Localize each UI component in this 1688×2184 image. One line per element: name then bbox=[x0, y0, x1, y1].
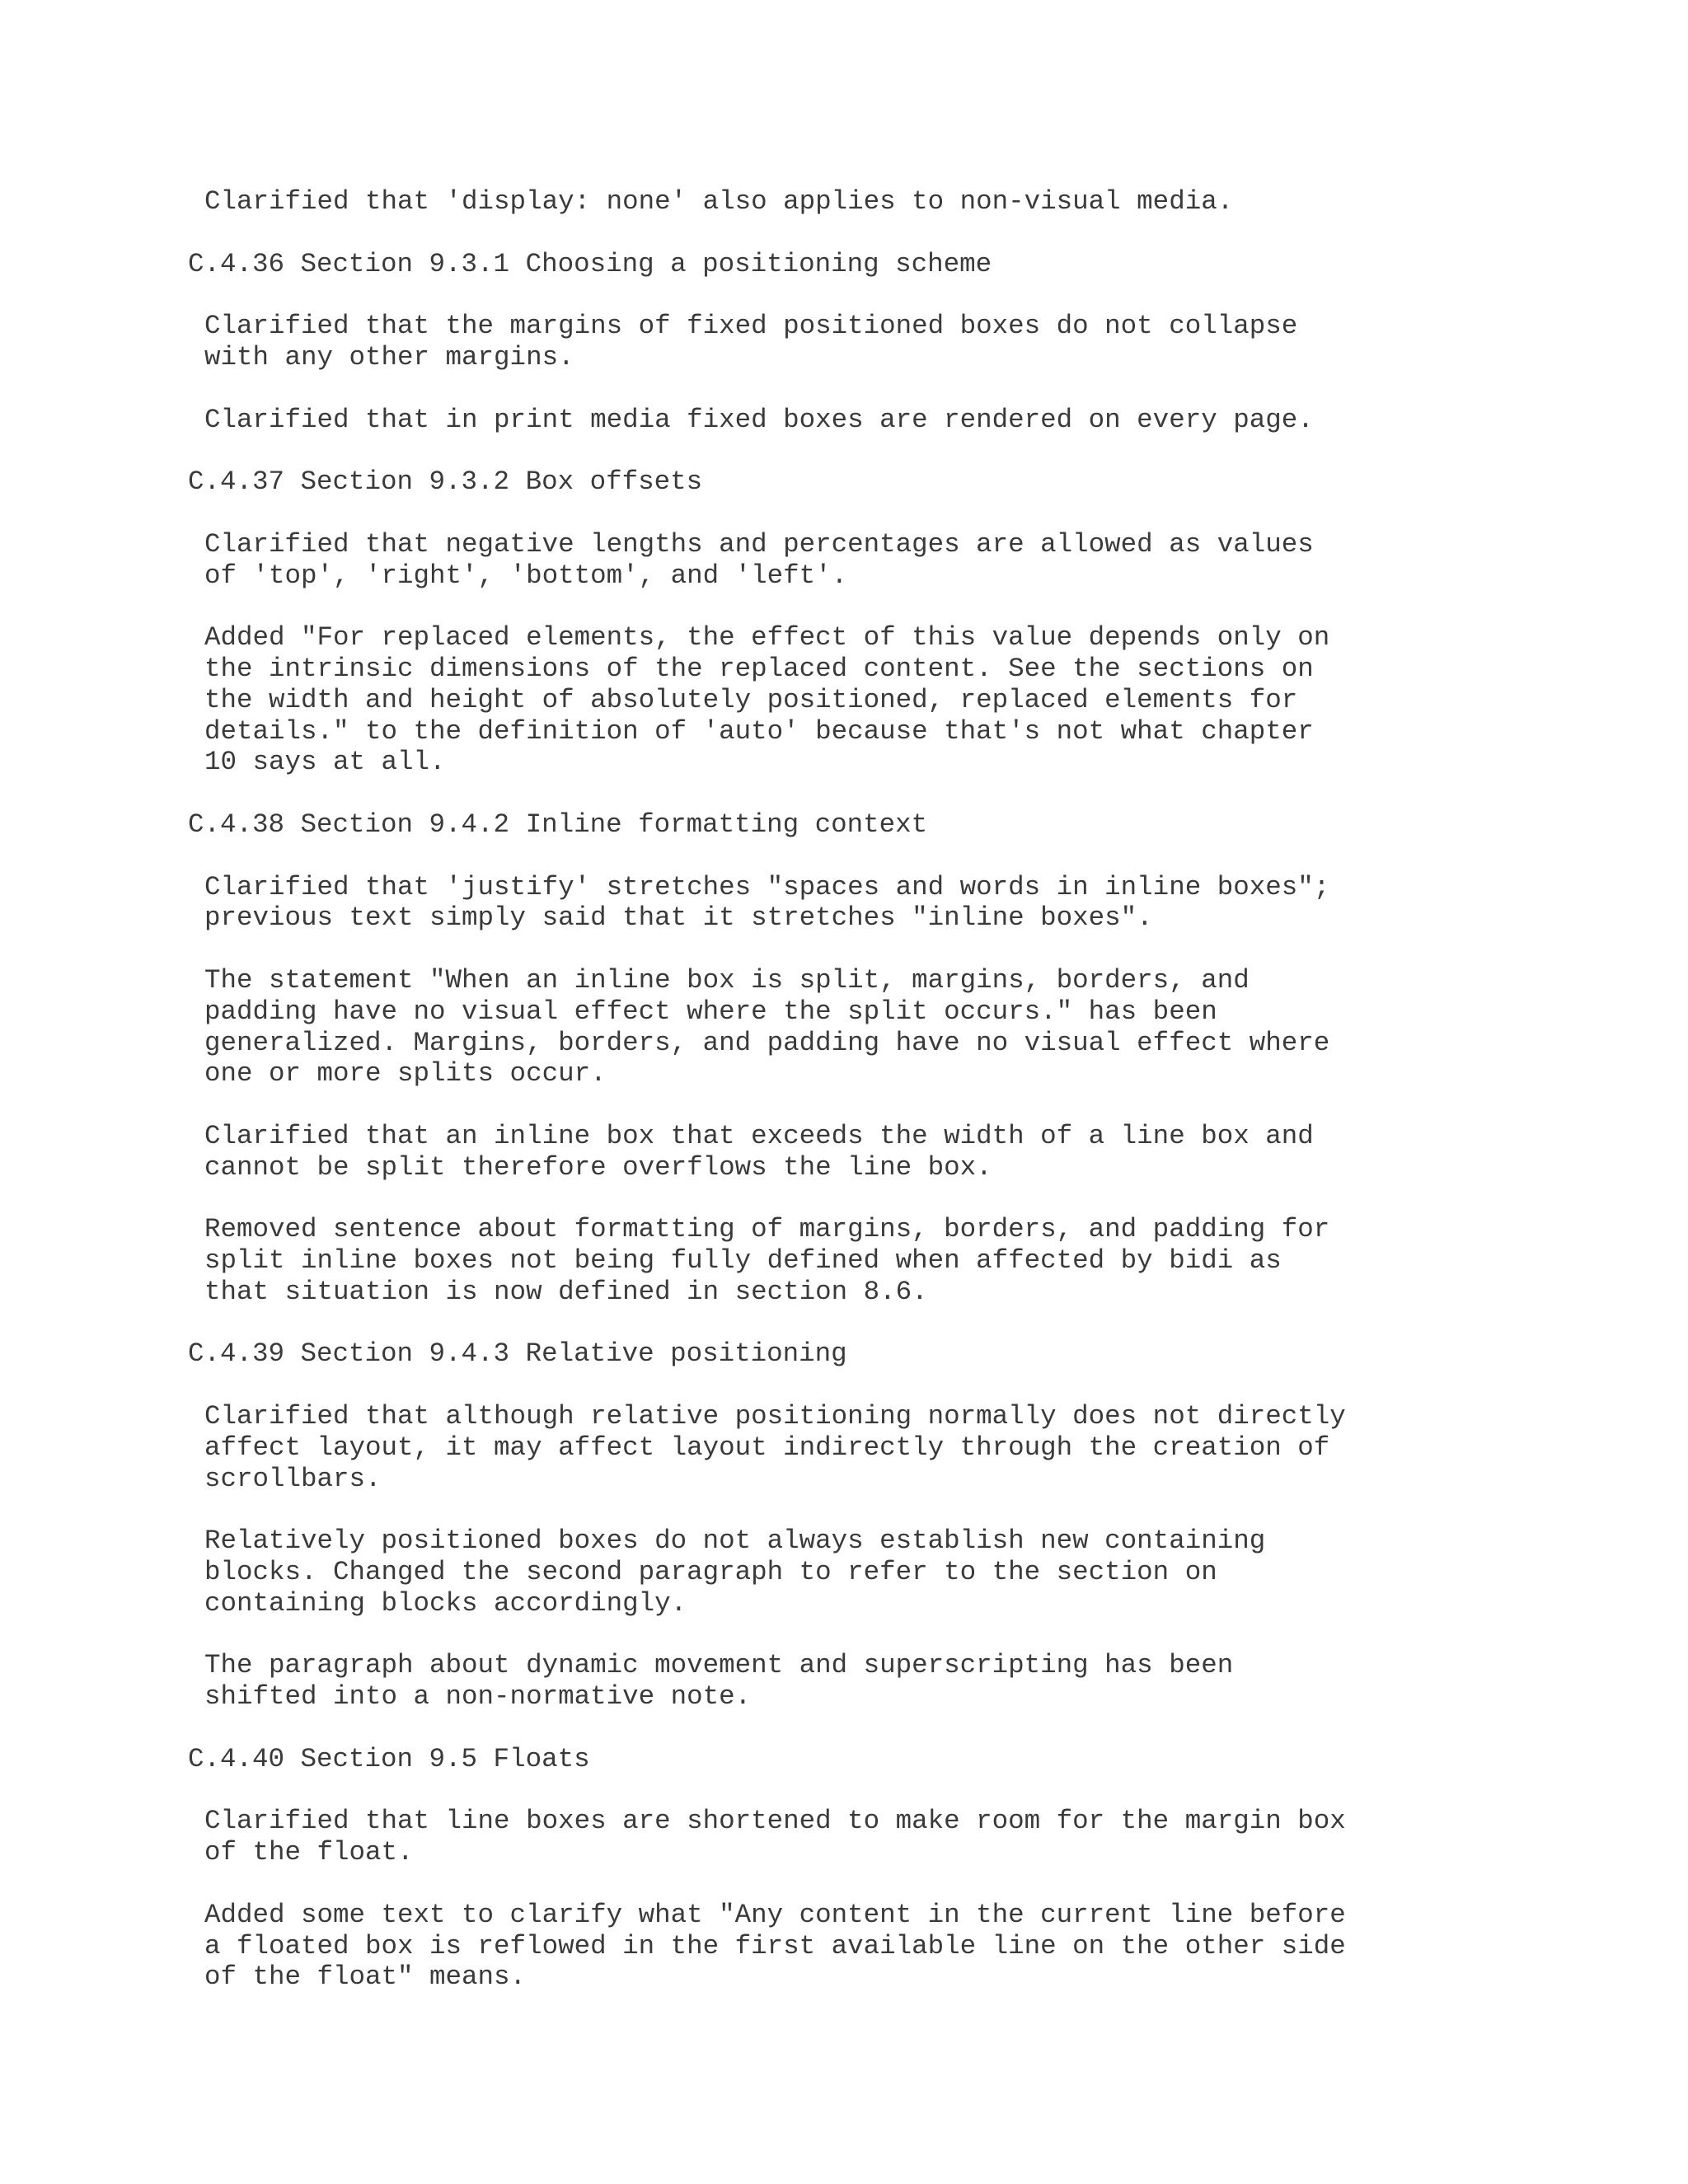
paragraph-line: split inline boxes not being fully defined when affected by bidi as bbox=[204, 1245, 1282, 1277]
paragraph-line: of the float. bbox=[204, 1837, 414, 1868]
section-heading: C.4.39 Section 9.4.3 Relative positioning bbox=[188, 1338, 847, 1370]
block-spacer bbox=[188, 591, 1639, 622]
paragraph-line: Removed sentence about formatting of margins, borders, and padding for bbox=[204, 1214, 1330, 1245]
paragraph-line: 10 says at all. bbox=[204, 747, 446, 778]
section-heading: C.4.38 Section 9.4.2 Inline formatting context bbox=[188, 808, 928, 840]
paragraph-line: Added "For replaced elements, the effect of this value depends only on bbox=[204, 622, 1330, 654]
paragraph-line: affect layout, it may affect layout indirectly through the creation of bbox=[204, 1432, 1330, 1463]
paragraph-line: of the float" means. bbox=[204, 1961, 527, 1993]
paragraph-line: a floated box is reflowed in the first available line on the other side bbox=[204, 1930, 1346, 1961]
paragraph-line: shifted into a non-normative note. bbox=[204, 1681, 752, 1713]
block-spacer bbox=[188, 435, 1639, 466]
block-spacer bbox=[188, 934, 1639, 965]
paragraph bbox=[188, 529, 1639, 592]
paragraph-line: Clarified that an inline box that exceeds the width of a line box and bbox=[204, 1120, 1314, 1151]
paragraph-line: one or more splits occur. bbox=[204, 1058, 607, 1090]
paragraph bbox=[188, 622, 1639, 778]
paragraph-line: the intrinsic dimensions of the replaced content. See the sections on bbox=[204, 653, 1314, 684]
paragraph-line: Clarified that 'justify' stretches "spaces and words in inline boxes"; bbox=[204, 871, 1330, 902]
document-body bbox=[188, 186, 1639, 1993]
block-spacer bbox=[188, 1370, 1639, 1401]
block-spacer bbox=[188, 1775, 1639, 1807]
paragraph bbox=[188, 1806, 1639, 1868]
paragraph-line: The paragraph about dynamic movement and superscripting has been bbox=[204, 1650, 1234, 1681]
paragraph-line: padding have no visual effect where the split occurs." has been bbox=[204, 996, 1217, 1027]
paragraph-line: Clarified that in print media fixed boxes are rendered on every page. bbox=[204, 404, 1314, 435]
block-spacer bbox=[188, 841, 1639, 872]
block-spacer bbox=[188, 1308, 1639, 1339]
paragraph bbox=[188, 872, 1639, 935]
paragraph-line: generalized. Margins, borders, and padding have no visual effect where bbox=[204, 1027, 1330, 1058]
section-heading: C.4.40 Section 9.5 Floats bbox=[188, 1743, 590, 1774]
block-spacer bbox=[188, 373, 1639, 405]
paragraph bbox=[188, 405, 1639, 436]
paragraph-line: previous text simply said that it stretches "inline boxes". bbox=[204, 902, 1153, 934]
paragraph-line: with any other margins. bbox=[204, 341, 574, 373]
paragraph-line: Clarified that negative lengths and percentages are allowed as values bbox=[204, 528, 1314, 560]
paragraph-line: scrollbars. bbox=[204, 1463, 382, 1494]
paragraph-line: containing blocks accordingly. bbox=[204, 1587, 687, 1619]
paragraph-line: that situation is now defined in section 8.6. bbox=[204, 1276, 928, 1307]
block-spacer bbox=[188, 1619, 1639, 1651]
section-heading: C.4.36 Section 9.3.1 Choosing a positioning scheme bbox=[188, 248, 992, 279]
paragraph-line: Clarified that the margins of fixed positioned boxes do not collapse bbox=[204, 311, 1298, 342]
paragraph-line: Clarified that although relative positioning normally does not directly bbox=[204, 1401, 1346, 1432]
paragraph-line: the width and height of absolutely positioned, replaced elements for bbox=[204, 684, 1298, 715]
block-spacer bbox=[188, 1494, 1639, 1526]
block-spacer bbox=[188, 1713, 1639, 1744]
section-heading: C.4.37 Section 9.3.2 Box offsets bbox=[188, 466, 703, 498]
block-spacer bbox=[188, 778, 1639, 809]
paragraph-line: The statement "When an inline box is split, margins, borders, and bbox=[204, 964, 1250, 996]
paragraph bbox=[188, 186, 1639, 218]
paragraph bbox=[188, 1401, 1639, 1494]
block-spacer bbox=[188, 1183, 1639, 1215]
block-spacer bbox=[188, 218, 1639, 249]
paragraph-line: details." to the definition of 'auto' because that's not what chapter bbox=[204, 715, 1314, 747]
paragraph bbox=[188, 1121, 1639, 1183]
block-spacer bbox=[188, 279, 1639, 311]
paragraph bbox=[188, 965, 1639, 1090]
paragraph-line: Added some text to clarify what "Any content in the current line before bbox=[204, 1899, 1346, 1930]
paragraph-line: Relatively positioned boxes do not always establish new containing bbox=[204, 1526, 1266, 1557]
paragraph bbox=[188, 1900, 1639, 1993]
paragraph bbox=[188, 1214, 1639, 1307]
paragraph-line: of 'top', 'right', 'bottom', and 'left'. bbox=[204, 560, 848, 591]
paragraph-line: Clarified that 'display: none' also applies to non-visual media. bbox=[204, 186, 1234, 217]
paragraph bbox=[188, 311, 1639, 373]
block-spacer bbox=[188, 1090, 1639, 1121]
paragraph bbox=[188, 1650, 1639, 1713]
block-spacer bbox=[188, 1868, 1639, 1900]
paragraph bbox=[188, 1526, 1639, 1619]
block-spacer bbox=[188, 498, 1639, 529]
paragraph-line: Clarified that line boxes are shortened to make room for the margin box bbox=[204, 1806, 1346, 1837]
paragraph-line: blocks. Changed the second paragraph to refer to the section on bbox=[204, 1557, 1217, 1588]
paragraph-line: cannot be split therefore overflows the line box. bbox=[204, 1151, 992, 1183]
